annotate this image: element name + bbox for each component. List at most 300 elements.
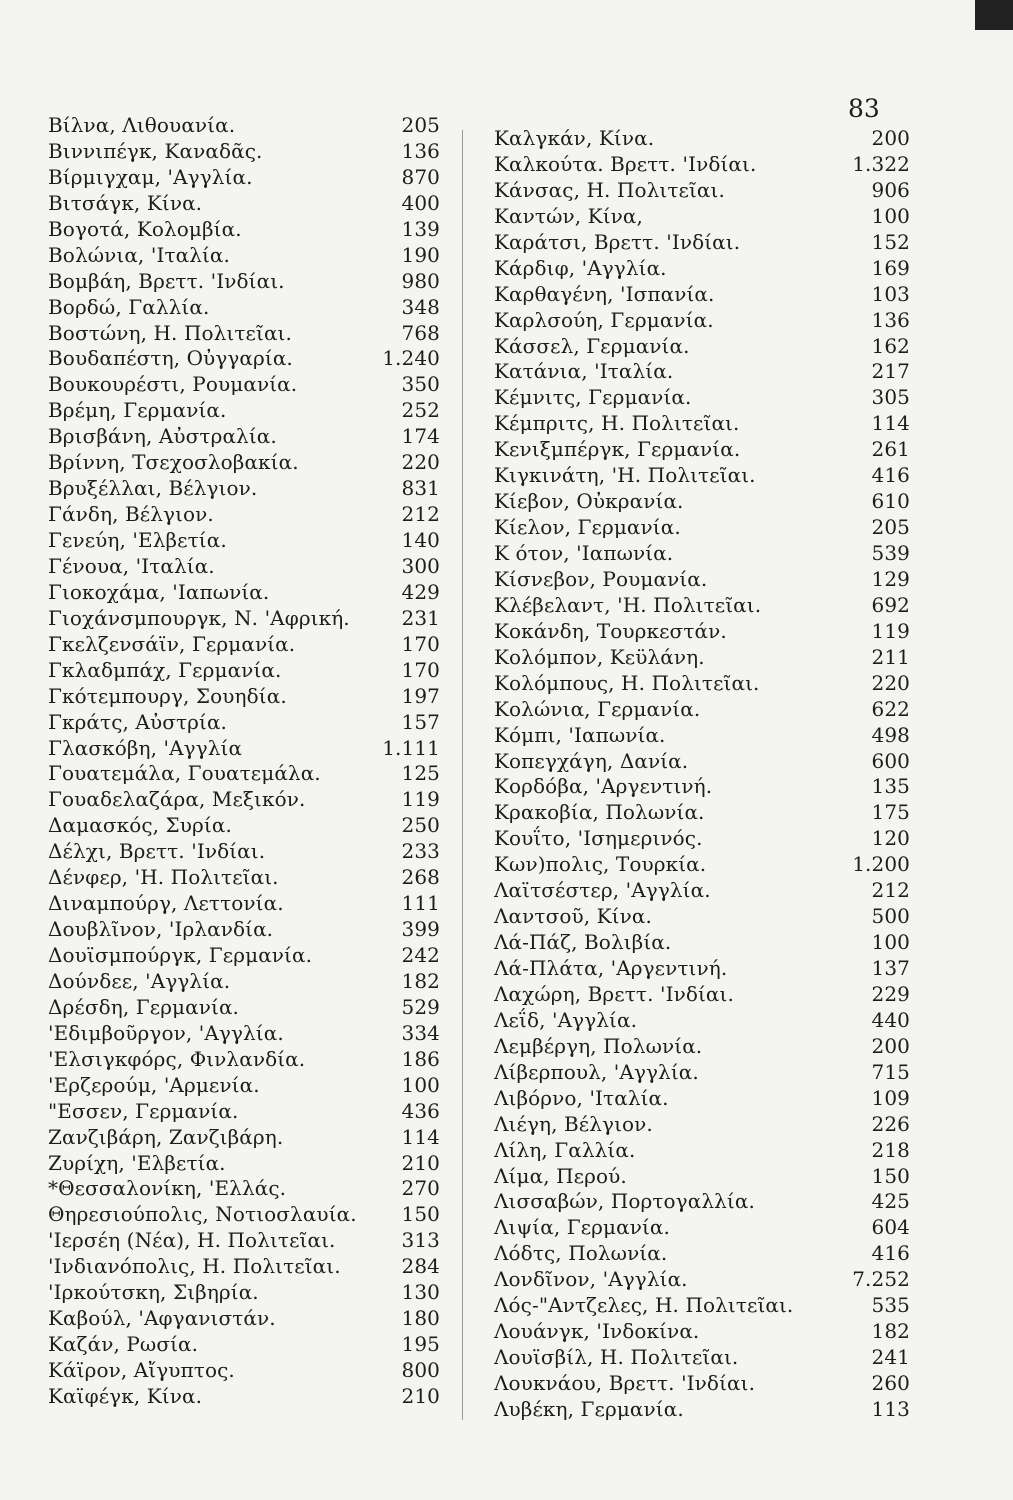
list-item — [494, 1060, 910, 1086]
list-item — [494, 1112, 910, 1138]
city-value: 170 — [401, 657, 440, 682]
city-value: 200 — [871, 1033, 910, 1058]
city-value: 210 — [401, 1150, 440, 1175]
city-name: Κάϊρον, Αἴγυπτος. — [48, 1358, 235, 1382]
city-name: Λιψία, Γερμανία. — [494, 1215, 670, 1240]
city-name: Καντών, Κίνα, — [494, 203, 643, 228]
city-name: Λουϊσβίλ, Η. Πολιτεῖαι. — [494, 1345, 739, 1370]
list-item — [494, 1397, 910, 1423]
list-item — [494, 282, 910, 308]
city-name: Γένουα, 'Ιταλία. — [48, 553, 215, 578]
city-name: Ζανζιβάρη, Ζανζιβάρη. — [48, 1124, 284, 1149]
list-item — [494, 774, 910, 800]
city-value: 218 — [871, 1137, 910, 1162]
city-name: Κέμπριτς, Η. Πολιτεῖαι. — [494, 411, 740, 436]
list-item — [494, 956, 910, 982]
city-value: 250 — [401, 813, 440, 838]
city-value: 119 — [871, 618, 910, 643]
city-name: Ζυρίχη, 'Ελβετία. — [48, 1150, 226, 1175]
list-item — [48, 891, 440, 917]
list-item — [48, 1384, 440, 1410]
city-name: Καρλσούη, Γερμανία. — [494, 307, 714, 332]
list-item — [48, 606, 440, 632]
city-value: 604 — [871, 1215, 910, 1240]
city-name: Γκελζενσάϊν, Γερμανία. — [48, 631, 296, 656]
list-item — [494, 230, 910, 256]
city-name: Λά-Πλάτα, 'Αργεντινή. — [494, 956, 728, 980]
city-name: Δένφερ, 'Η. Πολιτεῖαι. — [48, 865, 279, 890]
city-value: 186 — [401, 1046, 440, 1071]
list-item — [494, 1371, 910, 1397]
list-item — [494, 800, 910, 826]
city-value: 212 — [871, 878, 910, 903]
city-value: 205 — [401, 113, 440, 137]
city-value: 182 — [871, 1319, 910, 1344]
city-value: 220 — [401, 450, 440, 475]
city-name: Δέλχι, Βρεττ. 'Ινδίαι. — [48, 839, 266, 864]
list-item — [48, 554, 440, 580]
city-value: 334 — [401, 1020, 440, 1045]
list-item — [48, 450, 440, 476]
list-item — [494, 567, 910, 593]
list-item — [48, 865, 440, 891]
city-value: 348 — [401, 294, 440, 319]
city-value: 137 — [871, 956, 910, 980]
city-name: Γκότεμπουργ, Σουηδία. — [48, 683, 287, 708]
list-item — [48, 191, 440, 217]
city-name: Γενεύη, 'Ελβετία. — [48, 528, 227, 552]
city-name: Γάνδη, Βέλγιον. — [48, 502, 214, 527]
list-item — [48, 139, 440, 165]
city-name: Βρέμη, Γερμανία. — [48, 398, 227, 423]
city-name: Κρακοβία, Πολωνία. — [494, 800, 705, 825]
list-item — [494, 749, 910, 775]
city-value: 229 — [871, 981, 910, 1006]
city-name: Λονδῖνον, 'Αγγλία. — [494, 1267, 688, 1292]
list-item — [494, 619, 910, 645]
list-item — [48, 113, 440, 139]
city-name: Λός-"Αντζελες, Η. Πολιτεῖαι. — [494, 1293, 794, 1318]
city-value: 800 — [401, 1358, 440, 1382]
city-name: Βουκουρέστι, Ρουμανία. — [48, 372, 298, 397]
city-name: 'Ελσιγκφόρς, Φινλανδία. — [48, 1046, 306, 1071]
city-value: 906 — [871, 177, 910, 202]
city-value: 212 — [401, 502, 440, 527]
city-name: Λίμα, Περού. — [494, 1163, 627, 1188]
list-item — [48, 813, 440, 839]
city-value: 350 — [401, 372, 440, 397]
city-name: Βογοτά, Κολομβία. — [48, 216, 242, 241]
city-name: Κουΐτο, 'Ισημερινός. — [494, 826, 703, 851]
list-item — [48, 969, 440, 995]
city-name: Βρυξέλλαι, Βέλγιον. — [48, 476, 258, 501]
city-value: 300 — [401, 553, 440, 578]
list-item — [494, 878, 910, 904]
city-value: 217 — [871, 359, 910, 384]
city-value: 400 — [401, 190, 440, 215]
city-name: Γιοκοχάμα, 'Ιαπωνία. — [48, 579, 270, 604]
city-name: Βομβάη, Βρεττ. 'Ινδίαι. — [48, 268, 285, 293]
city-name: 'Ιερσέη (Νέα), Η. Πολιτεῖαι. — [48, 1228, 336, 1253]
city-name: Λόδτς, Πολωνία. — [494, 1241, 668, 1266]
list-item — [494, 930, 910, 956]
city-value: 600 — [871, 748, 910, 773]
list-item — [494, 334, 910, 360]
city-name: *Θεσσαλονίκη, 'Ελλάς. — [48, 1176, 287, 1201]
city-name: Δρέσδη, Γερμανία. — [48, 994, 240, 1019]
city-name: Γκράτς, Αὐστρία. — [48, 709, 228, 734]
city-name: 'Ερζερούμ, 'Αρμενία. — [48, 1072, 260, 1097]
list-item — [48, 1228, 440, 1254]
list-item — [494, 852, 910, 878]
list-item — [494, 126, 910, 152]
city-name: Λισσαβών, Πορτογαλλία. — [494, 1189, 755, 1214]
city-name: "Εσσεν, Γερμανία. — [48, 1098, 239, 1123]
list-item — [494, 1215, 910, 1241]
list-item — [48, 632, 440, 658]
list-item — [494, 697, 910, 723]
list-item — [48, 1151, 440, 1177]
column-divider — [462, 130, 463, 1420]
list-item — [494, 152, 910, 178]
city-name: Δουϊσμπούργκ, Γερμανία. — [48, 943, 313, 967]
city-name: Κλέβελαντ, 'Η. Πολιτεῖαι. — [494, 592, 762, 617]
list-item — [494, 1241, 910, 1267]
city-value: 610 — [871, 489, 910, 514]
left-column — [48, 113, 440, 1410]
list-item — [494, 671, 910, 697]
city-value: 1.240 — [382, 346, 440, 371]
city-name: Λαϊτσέστερ, 'Αγγλία. — [494, 878, 711, 903]
city-name: Βορδώ, Γαλλία. — [48, 294, 210, 319]
list-item — [48, 476, 440, 502]
city-name: Βρισβάνη, Αὐστραλία. — [48, 424, 277, 449]
list-item — [48, 1280, 440, 1306]
city-name: Καλκούτα. Βρεττ. 'Ινδίαι. — [494, 151, 757, 176]
list-item — [494, 1189, 910, 1215]
city-value: 211 — [871, 644, 910, 669]
list-item — [494, 593, 910, 619]
list-item — [48, 684, 440, 710]
list-item — [48, 165, 440, 191]
list-item — [494, 1138, 910, 1164]
city-value: 7.252 — [852, 1267, 910, 1292]
city-value: 692 — [871, 592, 910, 617]
city-value: 205 — [871, 515, 910, 540]
city-value: 190 — [401, 242, 440, 267]
city-name: Γουατεμάλα, Γουατεμάλα. — [48, 761, 321, 786]
list-item — [48, 1306, 440, 1332]
city-name: Βοστώνη, Η. Πολιτεῖαι. — [48, 320, 292, 345]
city-value: 197 — [401, 683, 440, 708]
list-item — [48, 995, 440, 1021]
city-name: Κάρδιφ, 'Αγγλία. — [494, 255, 667, 280]
city-value: 261 — [871, 437, 910, 462]
city-value: 169 — [871, 255, 910, 280]
list-item — [48, 528, 440, 554]
city-name: Λουάνγκ, 'Ινδοκίνα. — [494, 1319, 700, 1344]
city-name: Κολώνια, Γερμανία. — [494, 696, 701, 721]
list-item — [494, 437, 910, 463]
city-name: Κορδόβα, 'Αργεντινή. — [494, 774, 713, 799]
city-value: 241 — [871, 1345, 910, 1370]
city-name: Κίσνεβον, Ρουμανία. — [494, 566, 708, 591]
city-name: Βιτσάγκ, Κίνα. — [48, 190, 203, 215]
list-item — [494, 826, 910, 852]
list-item — [48, 1047, 440, 1073]
city-value: 242 — [401, 943, 440, 967]
city-value: 114 — [871, 411, 910, 436]
list-item — [494, 256, 910, 282]
city-name: Καλγκάν, Κίνα. — [494, 126, 655, 150]
city-name: Καρθαγένη, 'Ισπανία. — [494, 281, 715, 306]
city-name: Καζάν, Ρωσία. — [48, 1332, 199, 1357]
city-name: Λιβόρνο, 'Ιταλία. — [494, 1085, 669, 1110]
city-value: 268 — [401, 865, 440, 890]
list-item — [494, 723, 910, 749]
list-item — [494, 359, 910, 385]
city-value: 500 — [871, 904, 910, 929]
city-name: Γουαδελαζάρα, Μεξικόν. — [48, 787, 306, 812]
list-item — [494, 541, 910, 567]
city-value: 135 — [871, 774, 910, 799]
city-value: 498 — [871, 722, 910, 747]
list-item — [494, 178, 910, 204]
city-name: Λεΐδ, 'Αγγλία. — [494, 1007, 638, 1032]
scan-corner-mark — [975, 0, 1013, 30]
city-name: Βίλνα, Λιθουανία. — [48, 113, 236, 137]
list-item — [494, 645, 910, 671]
city-name: Βιννιπέγκ, Καναδᾶς. — [48, 138, 263, 163]
city-name: Κίελον, Γερμανία. — [494, 515, 681, 540]
city-name: Λυβέκη, Γερμανία. — [494, 1396, 684, 1421]
city-name: Γλασκόβη, 'Αγγλία — [48, 735, 243, 760]
city-value: 260 — [871, 1371, 910, 1395]
city-value: 170 — [401, 631, 440, 656]
city-value: 111 — [401, 891, 440, 916]
city-value: 284 — [401, 1254, 440, 1279]
city-value: 129 — [871, 566, 910, 591]
city-value: 130 — [401, 1280, 440, 1305]
list-item — [48, 1202, 440, 1228]
city-value: 157 — [401, 709, 440, 734]
city-value: 100 — [871, 203, 910, 228]
city-value: 140 — [401, 528, 440, 552]
city-value: 313 — [401, 1228, 440, 1253]
list-item — [48, 943, 440, 969]
city-value: 152 — [871, 229, 910, 254]
city-value: 210 — [401, 1383, 440, 1408]
city-value: 125 — [401, 761, 440, 786]
city-name: Θηρεσιούπολις, Νοτιοσλαυία. — [48, 1202, 357, 1227]
city-value: 180 — [401, 1306, 440, 1331]
list-item — [48, 580, 440, 606]
city-name: Λιέγη, Βέλγιον. — [494, 1111, 653, 1136]
city-name: Λαχώρη, Βρεττ. 'Ινδίαι. — [494, 981, 734, 1006]
page-number: 83 — [848, 94, 880, 123]
list-item — [48, 839, 440, 865]
city-value: 114 — [401, 1124, 440, 1149]
list-item — [48, 346, 440, 372]
list-item — [494, 515, 910, 541]
city-name: Διναμπούργ, Λεττονία. — [48, 891, 284, 916]
city-name: Κίεβον, Οὐκρανία. — [494, 489, 684, 514]
city-name: Κατάνια, 'Ιταλία. — [494, 359, 674, 384]
city-name: Κάσσελ, Γερμανία. — [494, 333, 690, 358]
list-item — [494, 904, 910, 930]
city-value: 436 — [401, 1098, 440, 1123]
city-value: 162 — [871, 333, 910, 358]
city-name: Δούνδεε, 'Αγγλία. — [48, 968, 231, 993]
city-name: Κων)πολις, Τουρκία. — [494, 852, 707, 877]
city-value: 1.111 — [382, 735, 440, 760]
city-name: Δαμασκός, Συρία. — [48, 813, 232, 838]
list-item — [48, 736, 440, 762]
list-item — [48, 1021, 440, 1047]
city-value: 109 — [871, 1085, 910, 1110]
city-value: 175 — [871, 800, 910, 825]
list-item — [494, 1319, 910, 1345]
list-item — [48, 321, 440, 347]
list-item — [48, 372, 440, 398]
city-name: Κοκάνδη, Τουρκεστάν. — [494, 618, 727, 643]
city-value: 226 — [871, 1111, 910, 1136]
city-value: 429 — [401, 579, 440, 604]
list-item — [48, 1254, 440, 1280]
list-item — [48, 1073, 440, 1099]
list-item — [48, 502, 440, 528]
list-item — [48, 761, 440, 787]
list-item — [48, 1099, 440, 1125]
city-name: Βουδαπέστη, Οὐγγαρία. — [48, 346, 293, 371]
list-item — [48, 1176, 440, 1202]
city-value: 416 — [871, 1241, 910, 1266]
city-value: 113 — [871, 1396, 910, 1421]
city-name: Κιγκινάτη, 'Η. Πολιτεῖαι. — [494, 463, 756, 488]
city-value: 150 — [401, 1202, 440, 1227]
city-value: 1.322 — [852, 151, 910, 176]
list-item — [494, 1267, 910, 1293]
city-name: Καράτσι, Βρεττ. 'Ινδίαι. — [494, 229, 741, 254]
city-name: Καϊφέγκ, Κίνα. — [48, 1383, 203, 1408]
list-item — [48, 710, 440, 736]
city-name: Λαντσοῦ, Κίνα. — [494, 904, 652, 929]
list-item — [48, 658, 440, 684]
city-name: 'Ινδιανόπολις, Η. Πολιτεῖαι. — [48, 1254, 341, 1279]
list-item — [48, 269, 440, 295]
list-item — [48, 917, 440, 943]
city-name: Λουκνάου, Βρεττ. 'Ινδίαι. — [494, 1371, 756, 1395]
city-name: Λεμβέργη, Πολωνία. — [494, 1033, 703, 1058]
city-name: Κ ότον, 'Ιαπωνία. — [494, 541, 674, 565]
list-item — [494, 308, 910, 334]
city-name: 'Εδιμβοῦργον, 'Αγγλία. — [48, 1020, 284, 1045]
city-value: 831 — [401, 476, 440, 501]
city-value: 416 — [871, 463, 910, 488]
city-value: 270 — [401, 1176, 440, 1201]
city-value: 425 — [871, 1189, 910, 1214]
list-item — [48, 398, 440, 424]
list-item — [48, 295, 440, 321]
city-value: 103 — [871, 281, 910, 306]
list-item — [48, 243, 440, 269]
city-value: 440 — [871, 1007, 910, 1032]
city-name: Βρίννη, Τσεχοσλοβακία. — [48, 450, 299, 475]
city-name: Κενιξμπέργκ, Γερμανία. — [494, 437, 741, 462]
city-name: Γκλαδμπάχ, Γερμανία. — [48, 657, 282, 682]
list-item — [494, 1164, 910, 1190]
city-value: 870 — [401, 164, 440, 189]
city-value: 119 — [401, 787, 440, 812]
city-value: 715 — [871, 1059, 910, 1084]
city-value: 399 — [401, 917, 440, 942]
city-value: 195 — [401, 1332, 440, 1357]
city-value: 136 — [401, 138, 440, 163]
city-name: Κολόμπον, Κεϋλάνη. — [494, 644, 705, 669]
city-value: 768 — [401, 320, 440, 345]
right-column — [494, 126, 910, 1423]
city-name: Βολώνια, 'Ιταλία. — [48, 242, 230, 267]
city-value: 139 — [401, 216, 440, 241]
list-item — [494, 1008, 910, 1034]
list-item — [494, 411, 910, 437]
list-item — [494, 1034, 910, 1060]
city-name: Καβούλ, 'Αφγανιστάν. — [48, 1306, 276, 1331]
city-name: Λίβερπουλ, 'Αγγλία. — [494, 1059, 699, 1084]
city-value: 305 — [871, 385, 910, 410]
list-item — [48, 1125, 440, 1151]
city-name: Κέμνιτς, Γερμανία. — [494, 385, 692, 410]
list-item — [48, 424, 440, 450]
city-name: Γιοχάνσμπουργκ, Ν. 'Αφρική. — [48, 605, 350, 630]
city-value: 980 — [401, 268, 440, 293]
city-value: 539 — [871, 541, 910, 565]
city-value: 182 — [401, 968, 440, 993]
list-item — [494, 489, 910, 515]
city-value: 535 — [871, 1293, 910, 1318]
city-value: 120 — [871, 826, 910, 851]
city-value: 200 — [871, 126, 910, 150]
list-item — [494, 463, 910, 489]
list-item — [48, 1358, 440, 1384]
city-value: 150 — [871, 1163, 910, 1188]
city-value: 220 — [871, 670, 910, 695]
city-value: 100 — [401, 1072, 440, 1097]
city-value: 233 — [401, 839, 440, 864]
city-value: 529 — [401, 994, 440, 1019]
city-name: Λά-Πάζ, Βολιβία. — [494, 930, 672, 955]
list-item — [494, 1086, 910, 1112]
list-item — [494, 385, 910, 411]
city-value: 231 — [401, 605, 440, 630]
list-item — [48, 787, 440, 813]
city-value: 1.200 — [852, 852, 910, 877]
list-item — [48, 1332, 440, 1358]
city-name: Βίρμιγχαμ, 'Αγγλία. — [48, 164, 253, 189]
city-value: 252 — [401, 398, 440, 423]
list-item — [494, 982, 910, 1008]
city-name: Κοπεγχάγη, Δανία. — [494, 748, 689, 773]
city-name: Λίλη, Γαλλία. — [494, 1137, 636, 1162]
city-value: 136 — [871, 307, 910, 332]
city-name: 'Ιρκούτσκη, Σιβηρία. — [48, 1280, 259, 1305]
city-value: 174 — [401, 424, 440, 449]
list-item — [494, 1293, 910, 1319]
city-name: Κόμπι, 'Ιαπωνία. — [494, 722, 666, 747]
city-name: Δουβλῖνον, 'Ιρλανδία. — [48, 917, 274, 942]
city-name: Κάνσας, Η. Πολιτεῖαι. — [494, 177, 725, 202]
city-name: Κολόμπους, Η. Πολιτεῖαι. — [494, 670, 760, 695]
